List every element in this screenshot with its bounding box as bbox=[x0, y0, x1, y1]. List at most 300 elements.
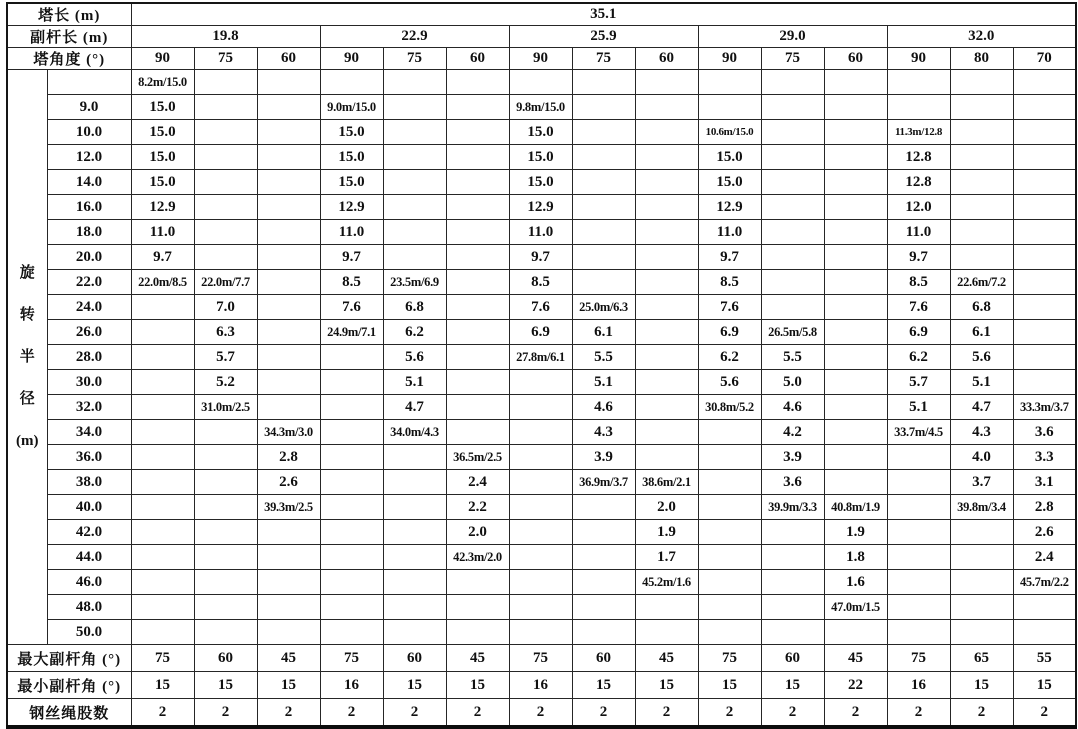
capacity-cell bbox=[950, 120, 1013, 145]
jib-length-value: 32.0 bbox=[887, 26, 1076, 48]
table-row bbox=[7, 570, 1076, 595]
capacity-cell: 1.7 bbox=[635, 545, 698, 570]
capacity-cell bbox=[194, 70, 257, 95]
capacity-cell bbox=[509, 495, 572, 520]
capacity-cell bbox=[446, 570, 509, 595]
footer-value: 15 bbox=[257, 672, 320, 699]
capacity-cell bbox=[509, 545, 572, 570]
capacity-cell bbox=[446, 120, 509, 145]
capacity-cell bbox=[824, 95, 887, 120]
capacity-cell bbox=[1013, 595, 1076, 620]
capacity-cell bbox=[320, 570, 383, 595]
footer-value: 15 bbox=[446, 672, 509, 699]
capacity-cell bbox=[824, 120, 887, 145]
capacity-cell bbox=[635, 345, 698, 370]
capacity-cell: 23.5m/6.9 bbox=[383, 270, 446, 295]
capacity-cell: 36.9m/3.7 bbox=[572, 470, 635, 495]
capacity-cell bbox=[509, 420, 572, 445]
capacity-cell: 4.7 bbox=[950, 395, 1013, 420]
capacity-cell bbox=[383, 595, 446, 620]
capacity-cell bbox=[383, 495, 446, 520]
radius-cell: 9.0 bbox=[47, 95, 131, 120]
capacity-cell bbox=[509, 445, 572, 470]
capacity-cell: 7.6 bbox=[698, 295, 761, 320]
capacity-cell: 8.2m/15.0 bbox=[131, 70, 194, 95]
capacity-cell bbox=[131, 395, 194, 420]
capacity-cell: 7.6 bbox=[320, 295, 383, 320]
capacity-cell: 33.3m/3.7 bbox=[1013, 395, 1076, 420]
capacity-cell bbox=[635, 395, 698, 420]
capacity-cell bbox=[572, 495, 635, 520]
radius-cell: 28.0 bbox=[47, 345, 131, 370]
tower-angle-value: 60 bbox=[824, 48, 887, 70]
table-row bbox=[7, 145, 1076, 170]
capacity-cell: 15.0 bbox=[509, 120, 572, 145]
table-row bbox=[7, 70, 1076, 95]
capacity-cell bbox=[824, 170, 887, 195]
capacity-cell bbox=[509, 370, 572, 395]
capacity-cell bbox=[1013, 145, 1076, 170]
capacity-cell bbox=[698, 470, 761, 495]
footer-value: 75 bbox=[131, 645, 194, 672]
capacity-cell bbox=[1013, 220, 1076, 245]
capacity-cell: 8.5 bbox=[887, 270, 950, 295]
table-row bbox=[7, 595, 1076, 620]
capacity-cell: 1.9 bbox=[824, 520, 887, 545]
capacity-cell: 27.8m/6.1 bbox=[509, 345, 572, 370]
capacity-cell: 15.0 bbox=[131, 145, 194, 170]
capacity-cell bbox=[383, 620, 446, 645]
capacity-cell: 6.2 bbox=[698, 345, 761, 370]
capacity-cell bbox=[446, 220, 509, 245]
capacity-cell bbox=[824, 395, 887, 420]
footer-value: 16 bbox=[887, 672, 950, 699]
capacity-cell bbox=[131, 420, 194, 445]
capacity-cell bbox=[572, 570, 635, 595]
capacity-cell: 2.8 bbox=[1013, 495, 1076, 520]
footer-label: 最大副杆角 (°) bbox=[7, 645, 131, 672]
capacity-cell bbox=[383, 195, 446, 220]
capacity-cell: 4.6 bbox=[761, 395, 824, 420]
footer-value: 2 bbox=[1013, 699, 1076, 728]
capacity-cell bbox=[824, 70, 887, 95]
capacity-cell bbox=[446, 345, 509, 370]
capacity-cell bbox=[572, 270, 635, 295]
capacity-cell bbox=[887, 95, 950, 120]
capacity-cell: 6.2 bbox=[383, 320, 446, 345]
footer-value: 2 bbox=[383, 699, 446, 728]
capacity-cell: 9.0m/15.0 bbox=[320, 95, 383, 120]
capacity-cell: 26.5m/5.8 bbox=[761, 320, 824, 345]
capacity-cell bbox=[572, 245, 635, 270]
capacity-cell bbox=[257, 145, 320, 170]
capacity-cell: 11.0 bbox=[320, 220, 383, 245]
capacity-cell: 5.7 bbox=[194, 345, 257, 370]
radius-cell: 32.0 bbox=[47, 395, 131, 420]
radius-cell: 42.0 bbox=[47, 520, 131, 545]
capacity-cell bbox=[950, 145, 1013, 170]
capacity-cell bbox=[887, 445, 950, 470]
capacity-cell: 2.4 bbox=[1013, 545, 1076, 570]
capacity-cell bbox=[698, 570, 761, 595]
capacity-cell bbox=[635, 595, 698, 620]
radius-cell: 44.0 bbox=[47, 545, 131, 570]
tower-angle-value: 75 bbox=[383, 48, 446, 70]
rotation-radius-label-char: 旋 bbox=[19, 264, 35, 281]
rotation-radius-label-char: (m) bbox=[16, 432, 39, 449]
capacity-cell bbox=[446, 145, 509, 170]
capacity-cell: 15.0 bbox=[131, 170, 194, 195]
capacity-cell: 15.0 bbox=[131, 95, 194, 120]
tower-angle-value: 75 bbox=[761, 48, 824, 70]
capacity-cell bbox=[194, 620, 257, 645]
capacity-cell: 9.8m/15.0 bbox=[509, 95, 572, 120]
capacity-cell bbox=[572, 195, 635, 220]
capacity-cell bbox=[635, 70, 698, 95]
capacity-cell: 3.3 bbox=[1013, 445, 1076, 470]
capacity-cell bbox=[635, 420, 698, 445]
capacity-cell bbox=[698, 420, 761, 445]
capacity-cell bbox=[887, 495, 950, 520]
footer-value: 15 bbox=[383, 672, 446, 699]
capacity-cell: 30.8m/5.2 bbox=[698, 395, 761, 420]
capacity-cell bbox=[320, 395, 383, 420]
capacity-cell bbox=[509, 595, 572, 620]
footer-value: 2 bbox=[824, 699, 887, 728]
tower-angle-value: 90 bbox=[320, 48, 383, 70]
footer-label: 钢丝绳股数 bbox=[7, 699, 131, 728]
tower-angle-value: 90 bbox=[887, 48, 950, 70]
capacity-cell bbox=[194, 420, 257, 445]
capacity-cell bbox=[194, 470, 257, 495]
capacity-cell: 2.6 bbox=[1013, 520, 1076, 545]
capacity-cell: 2.0 bbox=[446, 520, 509, 545]
capacity-cell bbox=[950, 620, 1013, 645]
capacity-cell bbox=[383, 520, 446, 545]
capacity-cell bbox=[383, 70, 446, 95]
table-row bbox=[7, 245, 1076, 270]
capacity-cell bbox=[824, 295, 887, 320]
capacity-cell bbox=[257, 345, 320, 370]
capacity-cell bbox=[887, 570, 950, 595]
capacity-cell bbox=[131, 345, 194, 370]
footer-value: 45 bbox=[446, 645, 509, 672]
radius-cell: 26.0 bbox=[47, 320, 131, 345]
capacity-cell bbox=[383, 120, 446, 145]
capacity-cell: 40.8m/1.9 bbox=[824, 495, 887, 520]
capacity-cell bbox=[194, 120, 257, 145]
capacity-cell: 4.3 bbox=[572, 420, 635, 445]
capacity-cell: 7.6 bbox=[887, 295, 950, 320]
footer-row bbox=[7, 645, 1076, 672]
capacity-cell bbox=[383, 545, 446, 570]
capacity-cell: 24.9m/7.1 bbox=[320, 320, 383, 345]
capacity-cell: 3.9 bbox=[761, 445, 824, 470]
capacity-cell bbox=[257, 170, 320, 195]
capacity-cell bbox=[572, 120, 635, 145]
capacity-cell bbox=[194, 495, 257, 520]
capacity-cell: 6.9 bbox=[698, 320, 761, 345]
capacity-cell: 12.8 bbox=[887, 145, 950, 170]
capacity-cell bbox=[635, 270, 698, 295]
capacity-cell bbox=[131, 620, 194, 645]
capacity-cell bbox=[257, 395, 320, 420]
capacity-cell bbox=[572, 595, 635, 620]
table-row bbox=[7, 520, 1076, 545]
footer-value: 60 bbox=[572, 645, 635, 672]
table-row bbox=[7, 220, 1076, 245]
capacity-cell: 5.5 bbox=[572, 345, 635, 370]
jib-length-value: 19.8 bbox=[131, 26, 320, 48]
capacity-cell bbox=[1013, 345, 1076, 370]
capacity-cell bbox=[383, 95, 446, 120]
capacity-cell: 11.0 bbox=[887, 220, 950, 245]
capacity-cell bbox=[131, 495, 194, 520]
capacity-cell: 12.9 bbox=[509, 195, 572, 220]
capacity-cell bbox=[446, 195, 509, 220]
capacity-cell: 12.9 bbox=[131, 195, 194, 220]
capacity-cell: 45.2m/1.6 bbox=[635, 570, 698, 595]
tower-angle-value: 90 bbox=[698, 48, 761, 70]
capacity-cell: 5.1 bbox=[383, 370, 446, 395]
jib-length-label: 副杆长 (m) bbox=[7, 26, 131, 48]
capacity-cell bbox=[698, 495, 761, 520]
capacity-cell bbox=[131, 295, 194, 320]
capacity-cell bbox=[194, 245, 257, 270]
capacity-cell bbox=[698, 595, 761, 620]
capacity-cell bbox=[1013, 195, 1076, 220]
capacity-cell bbox=[950, 220, 1013, 245]
capacity-cell bbox=[194, 170, 257, 195]
capacity-cell bbox=[572, 520, 635, 545]
capacity-cell bbox=[131, 470, 194, 495]
capacity-cell bbox=[320, 470, 383, 495]
capacity-cell bbox=[194, 195, 257, 220]
capacity-cell: 22.6m/7.2 bbox=[950, 270, 1013, 295]
capacity-cell bbox=[572, 95, 635, 120]
table-row bbox=[7, 395, 1076, 420]
radius-cell: 48.0 bbox=[47, 595, 131, 620]
capacity-cell bbox=[509, 70, 572, 95]
capacity-cell bbox=[698, 520, 761, 545]
capacity-cell bbox=[761, 70, 824, 95]
capacity-cell bbox=[1013, 270, 1076, 295]
capacity-cell bbox=[950, 595, 1013, 620]
capacity-cell: 15.0 bbox=[320, 120, 383, 145]
capacity-cell: 7.6 bbox=[509, 295, 572, 320]
footer-value: 2 bbox=[509, 699, 572, 728]
footer-value: 45 bbox=[635, 645, 698, 672]
capacity-cell bbox=[257, 95, 320, 120]
capacity-cell: 22.0m/7.7 bbox=[194, 270, 257, 295]
tower-angle-label: 塔角度 (°) bbox=[7, 48, 131, 70]
capacity-cell: 4.6 bbox=[572, 395, 635, 420]
capacity-cell bbox=[383, 445, 446, 470]
capacity-cell: 15.0 bbox=[698, 170, 761, 195]
footer-value: 15 bbox=[635, 672, 698, 699]
capacity-cell bbox=[383, 470, 446, 495]
capacity-cell bbox=[635, 170, 698, 195]
capacity-cell: 12.9 bbox=[320, 195, 383, 220]
capacity-cell bbox=[446, 420, 509, 445]
capacity-cell bbox=[257, 370, 320, 395]
table-row bbox=[7, 295, 1076, 320]
capacity-cell bbox=[446, 595, 509, 620]
capacity-cell bbox=[950, 70, 1013, 95]
capacity-cell bbox=[950, 245, 1013, 270]
tower-angle-value: 60 bbox=[446, 48, 509, 70]
footer-value: 55 bbox=[1013, 645, 1076, 672]
capacity-cell bbox=[761, 520, 824, 545]
tower-angle-value: 60 bbox=[635, 48, 698, 70]
jib-length-value: 25.9 bbox=[509, 26, 698, 48]
capacity-cell bbox=[887, 545, 950, 570]
radius-cell: 24.0 bbox=[47, 295, 131, 320]
radius-cell: 30.0 bbox=[47, 370, 131, 395]
capacity-cell bbox=[761, 95, 824, 120]
capacity-cell bbox=[824, 320, 887, 345]
capacity-cell bbox=[635, 445, 698, 470]
capacity-cell: 11.3m/12.8 bbox=[887, 120, 950, 145]
capacity-cell bbox=[320, 70, 383, 95]
footer-value: 15 bbox=[1013, 672, 1076, 699]
capacity-cell bbox=[950, 195, 1013, 220]
capacity-cell: 15.0 bbox=[320, 145, 383, 170]
capacity-cell: 8.5 bbox=[320, 270, 383, 295]
footer-value: 45 bbox=[824, 645, 887, 672]
capacity-cell bbox=[446, 270, 509, 295]
capacity-cell: 11.0 bbox=[698, 220, 761, 245]
capacity-cell bbox=[509, 570, 572, 595]
capacity-cell: 9.7 bbox=[698, 245, 761, 270]
capacity-cell bbox=[383, 145, 446, 170]
rotation-radius-label-char: 转 bbox=[19, 306, 35, 323]
rotation-radius-label-stack bbox=[8, 70, 47, 644]
capacity-cell bbox=[698, 95, 761, 120]
footer-value: 16 bbox=[509, 672, 572, 699]
capacity-cell: 6.2 bbox=[887, 345, 950, 370]
rotation-radius-label-char: 径 bbox=[19, 390, 35, 407]
tower-length-value: 35.1 bbox=[131, 3, 1076, 26]
capacity-cell: 11.0 bbox=[509, 220, 572, 245]
footer-value: 2 bbox=[446, 699, 509, 728]
capacity-cell: 2.8 bbox=[257, 445, 320, 470]
capacity-cell bbox=[1013, 620, 1076, 645]
capacity-cell bbox=[131, 520, 194, 545]
footer-value: 2 bbox=[887, 699, 950, 728]
capacity-cell bbox=[257, 70, 320, 95]
table-row bbox=[7, 320, 1076, 345]
capacity-cell bbox=[509, 395, 572, 420]
capacity-cell: 6.8 bbox=[950, 295, 1013, 320]
capacity-cell bbox=[1013, 370, 1076, 395]
capacity-cell bbox=[257, 270, 320, 295]
capacity-cell bbox=[761, 545, 824, 570]
tower-angle-value: 70 bbox=[1013, 48, 1076, 70]
radius-cell bbox=[47, 70, 131, 95]
radius-cell: 36.0 bbox=[47, 445, 131, 470]
capacity-cell bbox=[824, 220, 887, 245]
capacity-cell: 3.9 bbox=[572, 445, 635, 470]
footer-value: 60 bbox=[194, 645, 257, 672]
footer-value: 2 bbox=[320, 699, 383, 728]
capacity-cell bbox=[1013, 320, 1076, 345]
capacity-cell: 4.3 bbox=[950, 420, 1013, 445]
capacity-cell: 39.8m/3.4 bbox=[950, 495, 1013, 520]
capacity-cell: 3.6 bbox=[761, 470, 824, 495]
capacity-cell bbox=[950, 570, 1013, 595]
capacity-cell bbox=[698, 70, 761, 95]
capacity-cell bbox=[824, 270, 887, 295]
table-row bbox=[7, 545, 1076, 570]
capacity-cell bbox=[824, 345, 887, 370]
capacity-cell bbox=[824, 445, 887, 470]
capacity-cell: 8.5 bbox=[698, 270, 761, 295]
capacity-cell bbox=[761, 220, 824, 245]
capacity-cell: 6.9 bbox=[887, 320, 950, 345]
footer-value: 75 bbox=[320, 645, 383, 672]
capacity-cell bbox=[698, 445, 761, 470]
capacity-cell bbox=[257, 245, 320, 270]
capacity-cell: 5.1 bbox=[887, 395, 950, 420]
capacity-cell bbox=[320, 445, 383, 470]
capacity-cell bbox=[761, 170, 824, 195]
capacity-cell: 45.7m/2.2 bbox=[1013, 570, 1076, 595]
capacity-cell bbox=[320, 345, 383, 370]
radius-cell: 12.0 bbox=[47, 145, 131, 170]
radius-cell: 18.0 bbox=[47, 220, 131, 245]
footer-value: 2 bbox=[194, 699, 257, 728]
footer-value: 2 bbox=[635, 699, 698, 728]
capacity-cell: 38.6m/2.1 bbox=[635, 470, 698, 495]
capacity-cell bbox=[194, 95, 257, 120]
capacity-cell: 5.1 bbox=[572, 370, 635, 395]
capacity-cell bbox=[509, 470, 572, 495]
capacity-cell bbox=[320, 420, 383, 445]
capacity-cell bbox=[320, 370, 383, 395]
capacity-cell bbox=[572, 145, 635, 170]
footer-value: 15 bbox=[950, 672, 1013, 699]
radius-cell: 14.0 bbox=[47, 170, 131, 195]
capacity-cell bbox=[257, 295, 320, 320]
capacity-cell bbox=[761, 595, 824, 620]
capacity-cell bbox=[635, 295, 698, 320]
capacity-cell bbox=[761, 120, 824, 145]
capacity-cell bbox=[824, 420, 887, 445]
capacity-cell: 5.5 bbox=[761, 345, 824, 370]
capacity-cell bbox=[761, 245, 824, 270]
footer-value: 60 bbox=[383, 645, 446, 672]
capacity-cell: 6.1 bbox=[950, 320, 1013, 345]
capacity-cell bbox=[194, 520, 257, 545]
capacity-cell bbox=[383, 220, 446, 245]
footer-value: 15 bbox=[131, 672, 194, 699]
capacity-cell: 2.2 bbox=[446, 495, 509, 520]
capacity-cell bbox=[257, 195, 320, 220]
footer-value: 2 bbox=[257, 699, 320, 728]
capacity-cell bbox=[194, 570, 257, 595]
capacity-cell: 3.1 bbox=[1013, 470, 1076, 495]
capacity-cell bbox=[635, 220, 698, 245]
capacity-cell bbox=[194, 220, 257, 245]
capacity-cell: 22.0m/8.5 bbox=[131, 270, 194, 295]
footer-value: 75 bbox=[698, 645, 761, 672]
capacity-cell: 9.7 bbox=[131, 245, 194, 270]
capacity-cell: 3.7 bbox=[950, 470, 1013, 495]
footer-value: 15 bbox=[761, 672, 824, 699]
capacity-cell bbox=[761, 195, 824, 220]
capacity-cell bbox=[320, 520, 383, 545]
